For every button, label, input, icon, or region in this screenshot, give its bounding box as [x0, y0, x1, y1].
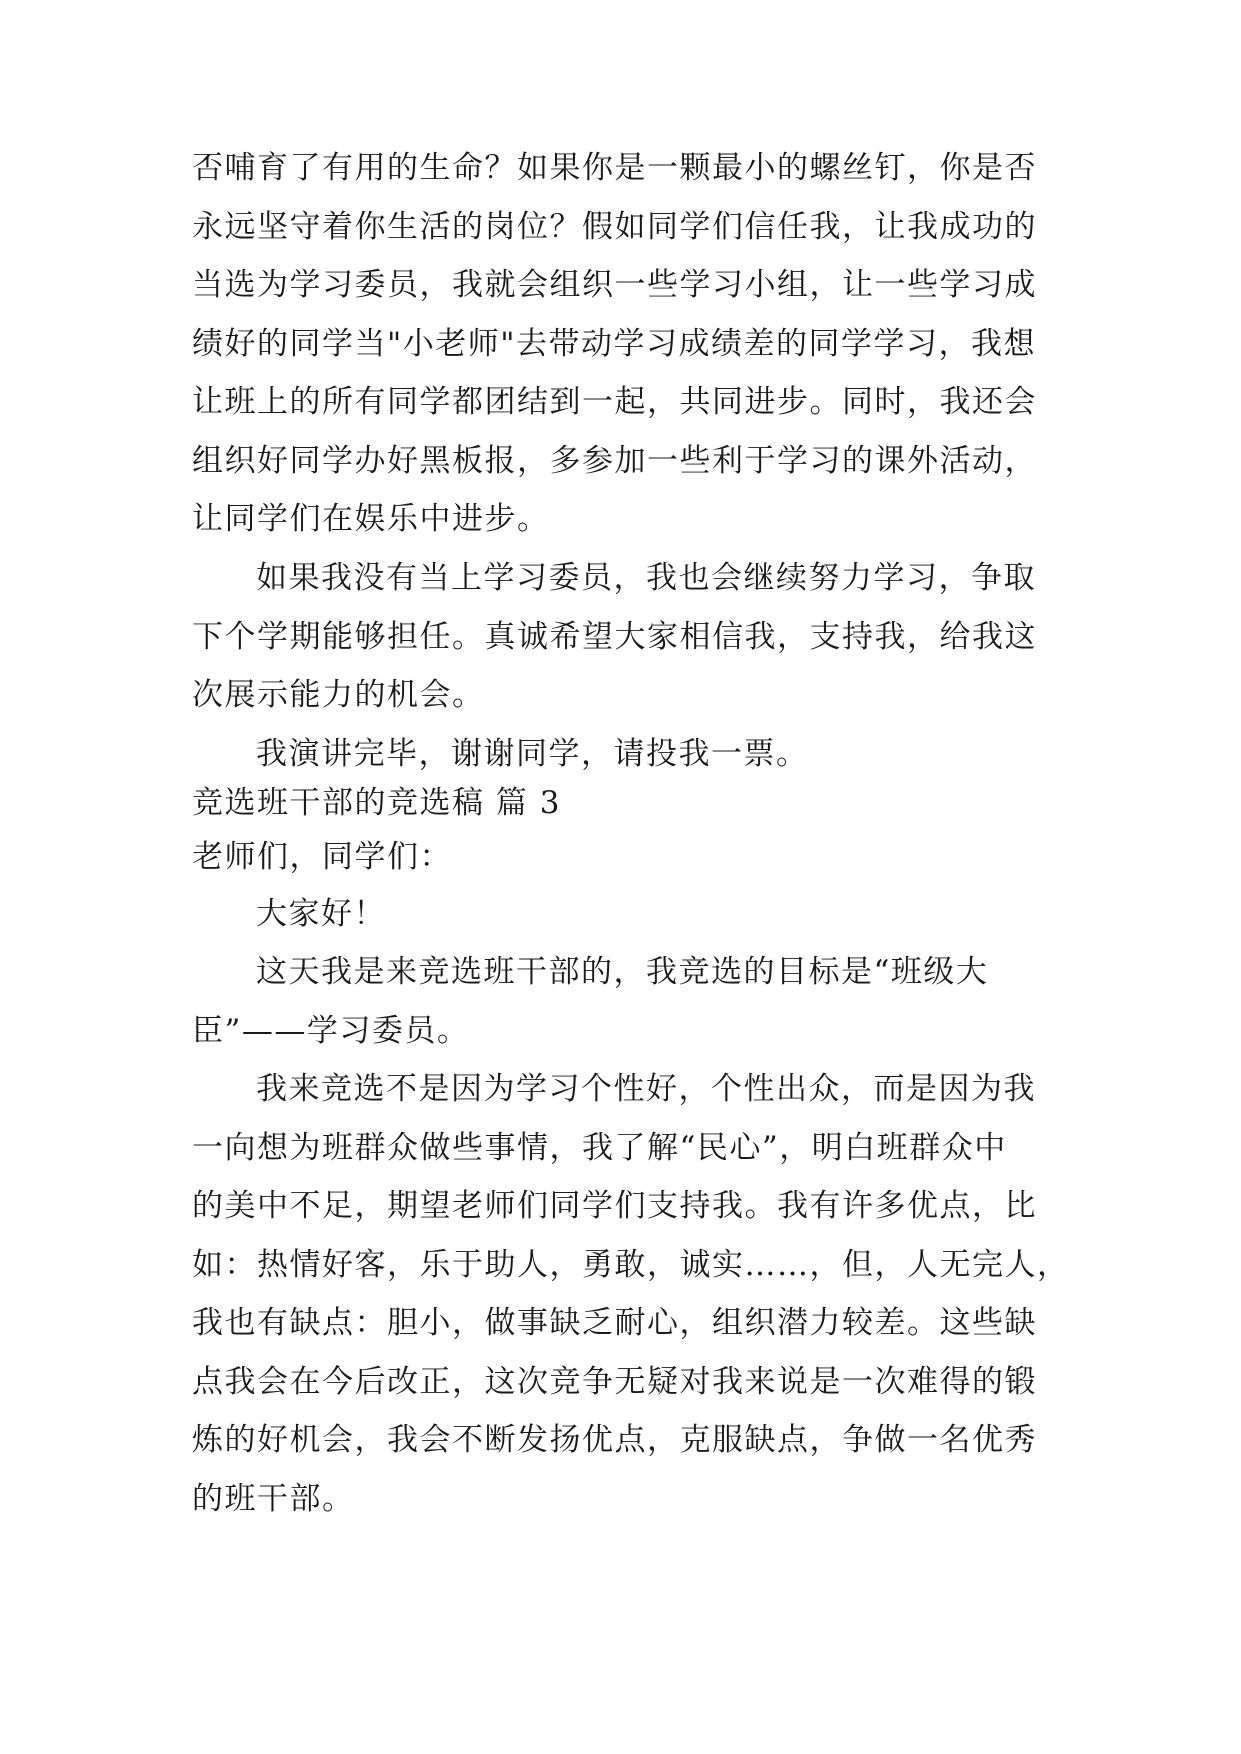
body-text-line: 让班上的所有同学都团结到一起，共同进步。同时，我还会	[192, 384, 1037, 420]
salutation: 老师们，同学们：	[192, 839, 452, 875]
body-text-line: 永远坚守着你生活的岗位？假如同学们信任我，让我成功的	[192, 209, 1037, 245]
body-text-line: 炼的好机会，我会不断发扬优点，克服缺点，争做一名优秀	[192, 1422, 1037, 1458]
body-text-line: 当选为学习委员，我就会组织一些学习小组，让一些学习成	[192, 267, 1037, 303]
body-text-line: 的班干部。	[192, 1481, 355, 1517]
body-text-line: 如：热情好客，乐于助人，勇敢，诚实……，但，人无完人，	[192, 1247, 1070, 1283]
body-text-line: 一向想为班群众做些事情，我了解“民心”，明白班群众中	[192, 1130, 1007, 1166]
body-text-line: 组织好同学办好黑板报，多参加一些利于学习的课外活动，	[192, 443, 1037, 479]
body-text-line: 绩好的同学当"小老师"去带动学习成绩差的同学学习，我想	[192, 326, 1037, 362]
body-text-line: 次展示能力的机会。	[192, 677, 485, 713]
paragraph-start-line: 我演讲完毕，谢谢同学，请投我一票。	[256, 736, 809, 772]
body-text-line: 的美中不足，期望老师们同学们支持我。我有许多优点，比	[192, 1188, 1037, 1224]
greeting: 大家好！	[256, 896, 386, 932]
body-text-line: 我也有缺点：胆小，做事缺乏耐心，组织潜力较差。这些缺	[192, 1305, 1037, 1341]
section-heading: 竞选班干部的竞选稿 篇 3	[192, 785, 561, 821]
body-text-line: 点我会在今后改正，这次竞争无疑对我来说是一次难得的锻	[192, 1364, 1037, 1400]
body-text-line: 臣”——学习委员。	[192, 1013, 470, 1049]
paragraph-start-line: 我来竞选不是因为学习个性好，个性出众，而是因为我	[256, 1071, 1036, 1107]
paragraph-start-line: 这天我是来竞选班干部的，我竞选的目标是“班级大	[256, 954, 989, 990]
paragraph-start-line: 如果我没有当上学习委员，我也会继续努力学习，争取	[256, 560, 1036, 596]
body-text-line: 否哺育了有用的生命？如果你是一颗最小的螺丝钉，你是否	[192, 150, 1037, 186]
body-text-line: 让同学们在娱乐中进步。	[192, 501, 550, 537]
body-text-line: 下个学期能够担任。真诚希望大家相信我，支持我，给我这	[192, 619, 1037, 655]
